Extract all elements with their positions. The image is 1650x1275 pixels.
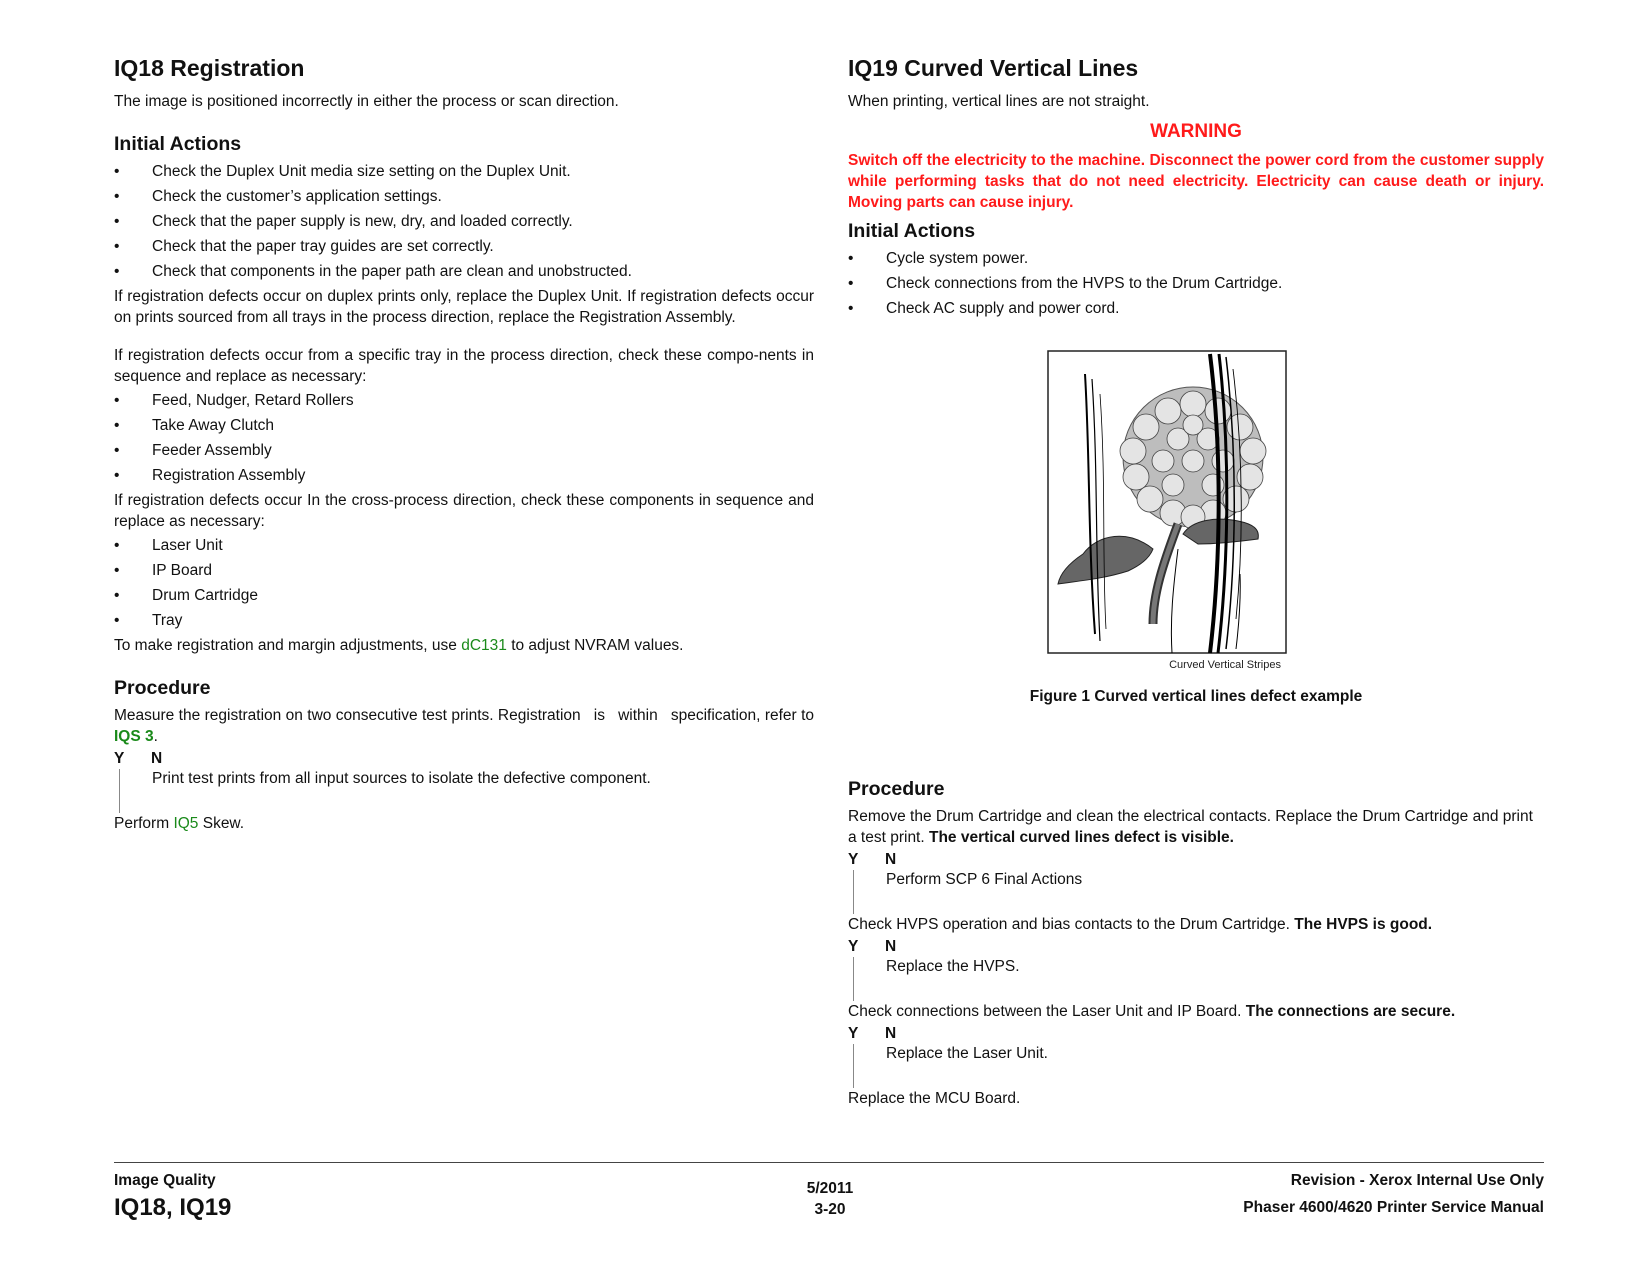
adjust-text-pre: To make registration and margin adjustments, use <box>114 637 462 654</box>
warning-text: Switch off the electricity to the machine. Disconnect the power cord from the customer supply while performing tasks that do not need electricity. Electricity can cause death or injury. Moving parts can cause injury. <box>848 152 1544 211</box>
footer-date-page <box>780 1178 880 1220</box>
yes-no-header <box>848 850 1544 870</box>
figure-label: Curved Vertical Stripes <box>1169 659 1281 671</box>
iq19-title: IQ19 Curved Vertical Lines <box>848 55 1139 81</box>
warning-title: WARNING <box>1150 121 1242 142</box>
step2-text: Check HVPS operation and bias contacts to the Drum Cartridge. <box>848 916 1295 933</box>
branch-line <box>853 957 854 1001</box>
yes-no-header <box>114 749 814 769</box>
figure-caption: Figure 1 Curved vertical lines defect example <box>1029 688 1363 705</box>
no-branch <box>848 957 1544 1001</box>
iq19-step3-yes: Replace the MCU Board. <box>848 1090 1021 1107</box>
list-item: • Feeder Assembly <box>114 440 814 461</box>
iq18-procedure-heading: Procedure <box>114 677 211 699</box>
list-item: • Check that the paper tray guides are set correctly. <box>114 236 814 257</box>
no-label: N <box>151 750 163 767</box>
iq18-duplex-paragraph: If registration defects occur on duplex prints only, replace the Duplex Unit. If registration defects occur on prints sourced from all trays in the process direction, replace the Registration Assembly. <box>114 288 814 326</box>
footer-manual: Phaser 4600/4620 Printer Service Manual <box>1243 1199 1544 1216</box>
footer-divider <box>114 1162 1544 1163</box>
iq18-specific-tray-paragraph: If registration defects occur from a specific tray in the process direction, check these compo-nents in sequence and replace as necessary: <box>114 347 814 385</box>
footer-ids: IQ18, IQ19 <box>114 1194 232 1221</box>
list-item: • Check that the paper supply is new, dry, and loaded correctly. <box>114 211 814 232</box>
iq18-cross-process-paragraph: If registration defects occur In the cross-process direction, check these components in sequence and replace as necessary: <box>114 492 814 530</box>
yes-no-header <box>848 937 1544 957</box>
iq18-step1 <box>114 705 819 747</box>
footer-revision: Revision - Xerox Internal Use Only <box>1290 1172 1544 1189</box>
iq19-step2 <box>848 914 1544 935</box>
branch-line <box>853 1044 854 1088</box>
curved-lines-figure <box>848 349 1544 679</box>
iq5-link[interactable]: IQ5 <box>173 815 199 832</box>
step1-no-action: Perform SCP 6 Final Actions <box>886 871 1083 888</box>
step1-no-action: Print test prints from all input sources to isolate the defective component. <box>152 770 651 787</box>
list-item: • Check that components in the paper path are clean and unobstructed. <box>114 261 814 282</box>
skew-text: Skew. <box>198 815 245 832</box>
iq19-step3 <box>848 1001 1544 1022</box>
perform-text: Perform <box>114 815 174 832</box>
list-item: • Laser Unit <box>114 535 814 556</box>
iqs3-link[interactable]: IQS 3 <box>114 728 154 745</box>
dc131-link[interactable]: dC131 <box>461 637 507 654</box>
iq18-step1-yes <box>114 813 814 834</box>
list-item: • Take Away Clutch <box>114 415 814 436</box>
step3-text: Check connections between the Laser Unit and IP Board. <box>848 1003 1246 1020</box>
yes-no-header <box>848 1024 1544 1044</box>
list-item: • Drum Cartridge <box>114 585 814 606</box>
list-item: • Check the Duplex Unit media size setting on the Duplex Unit. <box>114 161 814 182</box>
step1-question: The vertical curved lines defect is visible. <box>928 829 1234 846</box>
iq18-title: IQ18 Registration <box>114 55 305 81</box>
step2-question: The HVPS is good. <box>1294 916 1433 933</box>
list-item: • Check connections from the HVPS to the Drum Cartridge. <box>848 273 1544 294</box>
footer-page-number: 3-20 <box>814 1201 846 1218</box>
list-item: • Tray <box>114 610 814 631</box>
iq19-initial-actions-heading: Initial Actions <box>848 220 976 242</box>
yes-label: Y <box>848 851 859 868</box>
adjust-text-post: to adjust NVRAM values. <box>506 637 684 654</box>
footer-section: Image Quality <box>114 1172 216 1189</box>
iq18-cross-process-list <box>114 535 814 631</box>
list-item: • IP Board <box>114 560 814 581</box>
iq18-adjust-paragraph <box>114 635 814 656</box>
branch-line <box>119 769 120 813</box>
step1-end: . <box>153 728 158 745</box>
iq19-section <box>848 48 1544 1109</box>
step3-question: The connections are secure. <box>1245 1003 1456 1020</box>
iq18-initial-actions-heading: Initial Actions <box>114 133 242 155</box>
step1-text: Measure the registration on two consecutive test prints. Registration is within specification, refer to <box>114 707 819 724</box>
iq18-intro: The image is positioned incorrectly in either the process or scan direction. <box>114 93 619 110</box>
iq19-initial-actions-list <box>848 248 1544 319</box>
iq18-section <box>114 48 819 834</box>
no-label: N <box>885 851 897 868</box>
no-branch <box>114 769 814 813</box>
iq18-initial-actions-list <box>114 161 814 282</box>
no-label: N <box>885 1025 897 1042</box>
list-item: • Cycle system power. <box>848 248 1544 269</box>
figure <box>848 349 1544 679</box>
branch-line <box>853 870 854 914</box>
iq19-intro: When printing, vertical lines are not straight. <box>848 93 1150 110</box>
yes-label: Y <box>848 1025 859 1042</box>
no-branch <box>848 870 1544 914</box>
no-branch <box>848 1044 1544 1088</box>
list-item: • Check AC supply and power cord. <box>848 298 1544 319</box>
list-item: • Feed, Nudger, Retard Rollers <box>114 390 814 411</box>
yes-label: Y <box>114 750 125 767</box>
iq18-specific-tray-list <box>114 390 814 486</box>
list-item: • Registration Assembly <box>114 465 814 486</box>
footer-date: 5/2011 <box>806 1180 854 1197</box>
list-item: • Check the customer’s application settings. <box>114 186 814 207</box>
iq19-step1 <box>848 806 1544 848</box>
no-label: N <box>885 938 897 955</box>
iq19-procedure-heading: Procedure <box>848 778 945 800</box>
step3-no-action: Replace the Laser Unit. <box>886 1045 1048 1062</box>
step1-text: Remove the Drum Cartridge and clean the electrical contacts. Replace the Drum Cartridge and print a test print. <box>848 808 1533 846</box>
step2-no-action: Replace the HVPS. <box>886 958 1020 975</box>
yes-label: Y <box>848 938 859 955</box>
